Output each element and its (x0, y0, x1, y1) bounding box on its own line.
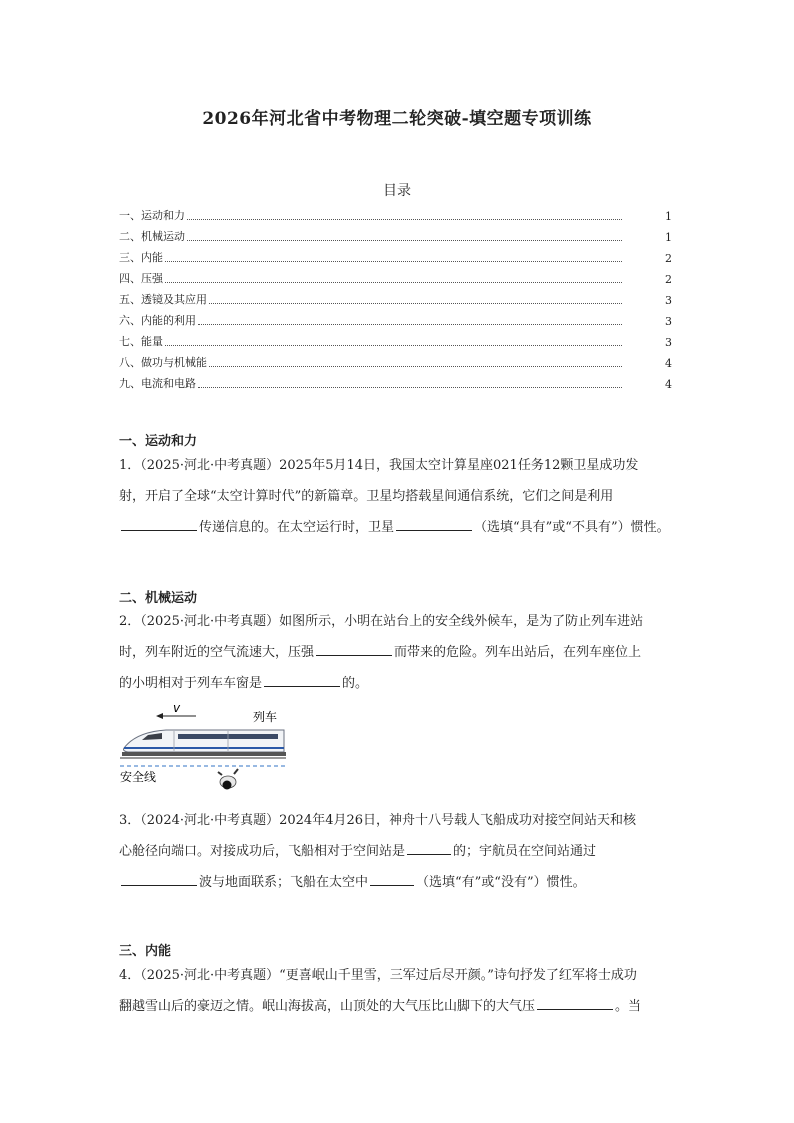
question-text: 传递信息的。在太空运行时，卫星 (199, 520, 395, 535)
answer-blank[interactable] (121, 516, 197, 531)
question-text: 的小明相对于列车车窗是 (119, 676, 263, 691)
toc-item-page: 4 (665, 357, 672, 370)
answer-blank[interactable] (370, 871, 414, 886)
question-line (119, 991, 675, 1022)
question-line (119, 668, 675, 699)
toc-item-page: 1 (665, 231, 672, 244)
toc-item-label: 一、运动和力 (119, 209, 185, 222)
question-text: （选填“有”或“没有”）惯性。 (416, 875, 586, 890)
toc-item-label: 七、能量 (119, 335, 163, 348)
question-text: 心舱径向端口。对接成功后，飞船相对于空间站是 (119, 844, 406, 859)
question-text: （选填“具有”或“不具有”）惯性。 (474, 520, 670, 535)
page-title: 2026年河北省中考物理二轮突破-填空题专项训练 (202, 109, 592, 129)
toc-item[interactable] (119, 307, 672, 328)
velocity-arrow-head (156, 713, 163, 719)
question-line: 3．（2024·河北·中考真题）2024年4月26日，神舟十八号载人飞船成功对接空间站天和核 (119, 813, 637, 828)
answer-blank[interactable] (396, 516, 472, 531)
toc-item-page: 3 (665, 315, 672, 328)
toc-heading: 目录 (383, 183, 411, 199)
toc-item-label: 二、机械运动 (119, 230, 185, 243)
person-figure (218, 769, 238, 790)
question-2 (119, 606, 675, 699)
toc-item-label: 八、做功与机械能 (119, 356, 207, 369)
toc-leader-dots (198, 324, 622, 325)
toc-item[interactable] (119, 286, 672, 307)
question-line: 4．（2025·河北·中考真题）“更喜岷山千里雪，三军过后尽开颜。”诗句抒发了红军将士成功 (119, 968, 637, 983)
question-line (119, 836, 675, 867)
answer-blank[interactable] (407, 840, 451, 855)
question-line: 1．（2025·河北·中考真题）2025年5月14日，我国太空计算星座021任务12颗卫星成功发 (119, 458, 639, 473)
toc-item[interactable] (119, 202, 672, 223)
toc-item-page: 3 (665, 294, 672, 307)
question-line: 2．（2025·河北·中考真题）如图所示，小明在站台上的安全线外候车，是为了防止列车进站 (119, 614, 644, 629)
train-platform-figure (118, 702, 288, 796)
toc-item-page: 2 (665, 252, 672, 265)
question-line (119, 512, 675, 543)
toc-item[interactable] (119, 223, 672, 244)
toc-item-page: 1 (665, 210, 672, 223)
toc-leader-dots (165, 282, 622, 283)
answer-blank[interactable] (537, 995, 613, 1010)
question-text: 的；宇航员在空间站通过 (453, 844, 597, 859)
toc-leader-dots (187, 219, 622, 220)
toc-item-label: 三、内能 (119, 251, 163, 264)
toc-item[interactable] (119, 370, 672, 391)
question-text: 翻越雪山后的豪迈之情。岷山海拔高，山顶处的大气压比山脚下的大气压 (119, 999, 536, 1014)
toc-item-page: 4 (665, 378, 672, 391)
toc-leader-dots (209, 366, 622, 367)
question-text: 的。 (342, 676, 369, 691)
question-text: 。当 (615, 999, 642, 1014)
toc-item-label: 五、透镜及其应用 (119, 293, 207, 306)
toc-item-page: 3 (665, 336, 672, 349)
toc-leader-dots (209, 303, 622, 304)
toc-leader-dots (187, 240, 622, 241)
velocity-label: v (173, 702, 181, 715)
answer-blank[interactable] (264, 672, 340, 687)
question-text: 波与地面联系；飞船在太空中 (199, 875, 369, 890)
toc-leader-dots (165, 345, 622, 346)
toc-leader-dots (198, 387, 622, 388)
question-3 (119, 805, 675, 898)
section-heading: 三、内能 (119, 944, 172, 959)
question-4 (119, 960, 675, 1022)
toc-item-page: 2 (665, 273, 672, 286)
table-of-contents (119, 202, 672, 391)
toc-item-label: 六、内能的利用 (119, 314, 196, 327)
toc-item[interactable] (119, 328, 672, 349)
question-line (119, 867, 675, 898)
toc-item-label: 九、电流和电路 (119, 377, 196, 390)
section-heading: 二、机械运动 (119, 591, 198, 606)
toc-item[interactable] (119, 265, 672, 286)
question-line: 射，开启了全球“太空计算时代”的新篇章。卫星均搭载星间通信系统，它们之间是利用 (119, 489, 614, 504)
question-1 (119, 450, 675, 543)
train-bogie (122, 752, 286, 756)
question-text: 时，列车附近的空气流速大，压强 (119, 645, 315, 660)
safety-line-label: 安全线 (120, 770, 157, 784)
toc-item-label: 四、压强 (119, 272, 163, 285)
question-text: 而带来的危险。列车出站后，在列车座位上 (394, 645, 642, 660)
answer-blank[interactable] (121, 871, 197, 886)
answer-blank[interactable] (316, 641, 392, 656)
question-line (119, 637, 675, 668)
section-heading: 一、运动和力 (119, 434, 198, 449)
toc-leader-dots (165, 261, 622, 262)
toc-item[interactable] (119, 349, 672, 370)
train-label: 列车 (253, 710, 278, 724)
toc-item[interactable] (119, 244, 672, 265)
